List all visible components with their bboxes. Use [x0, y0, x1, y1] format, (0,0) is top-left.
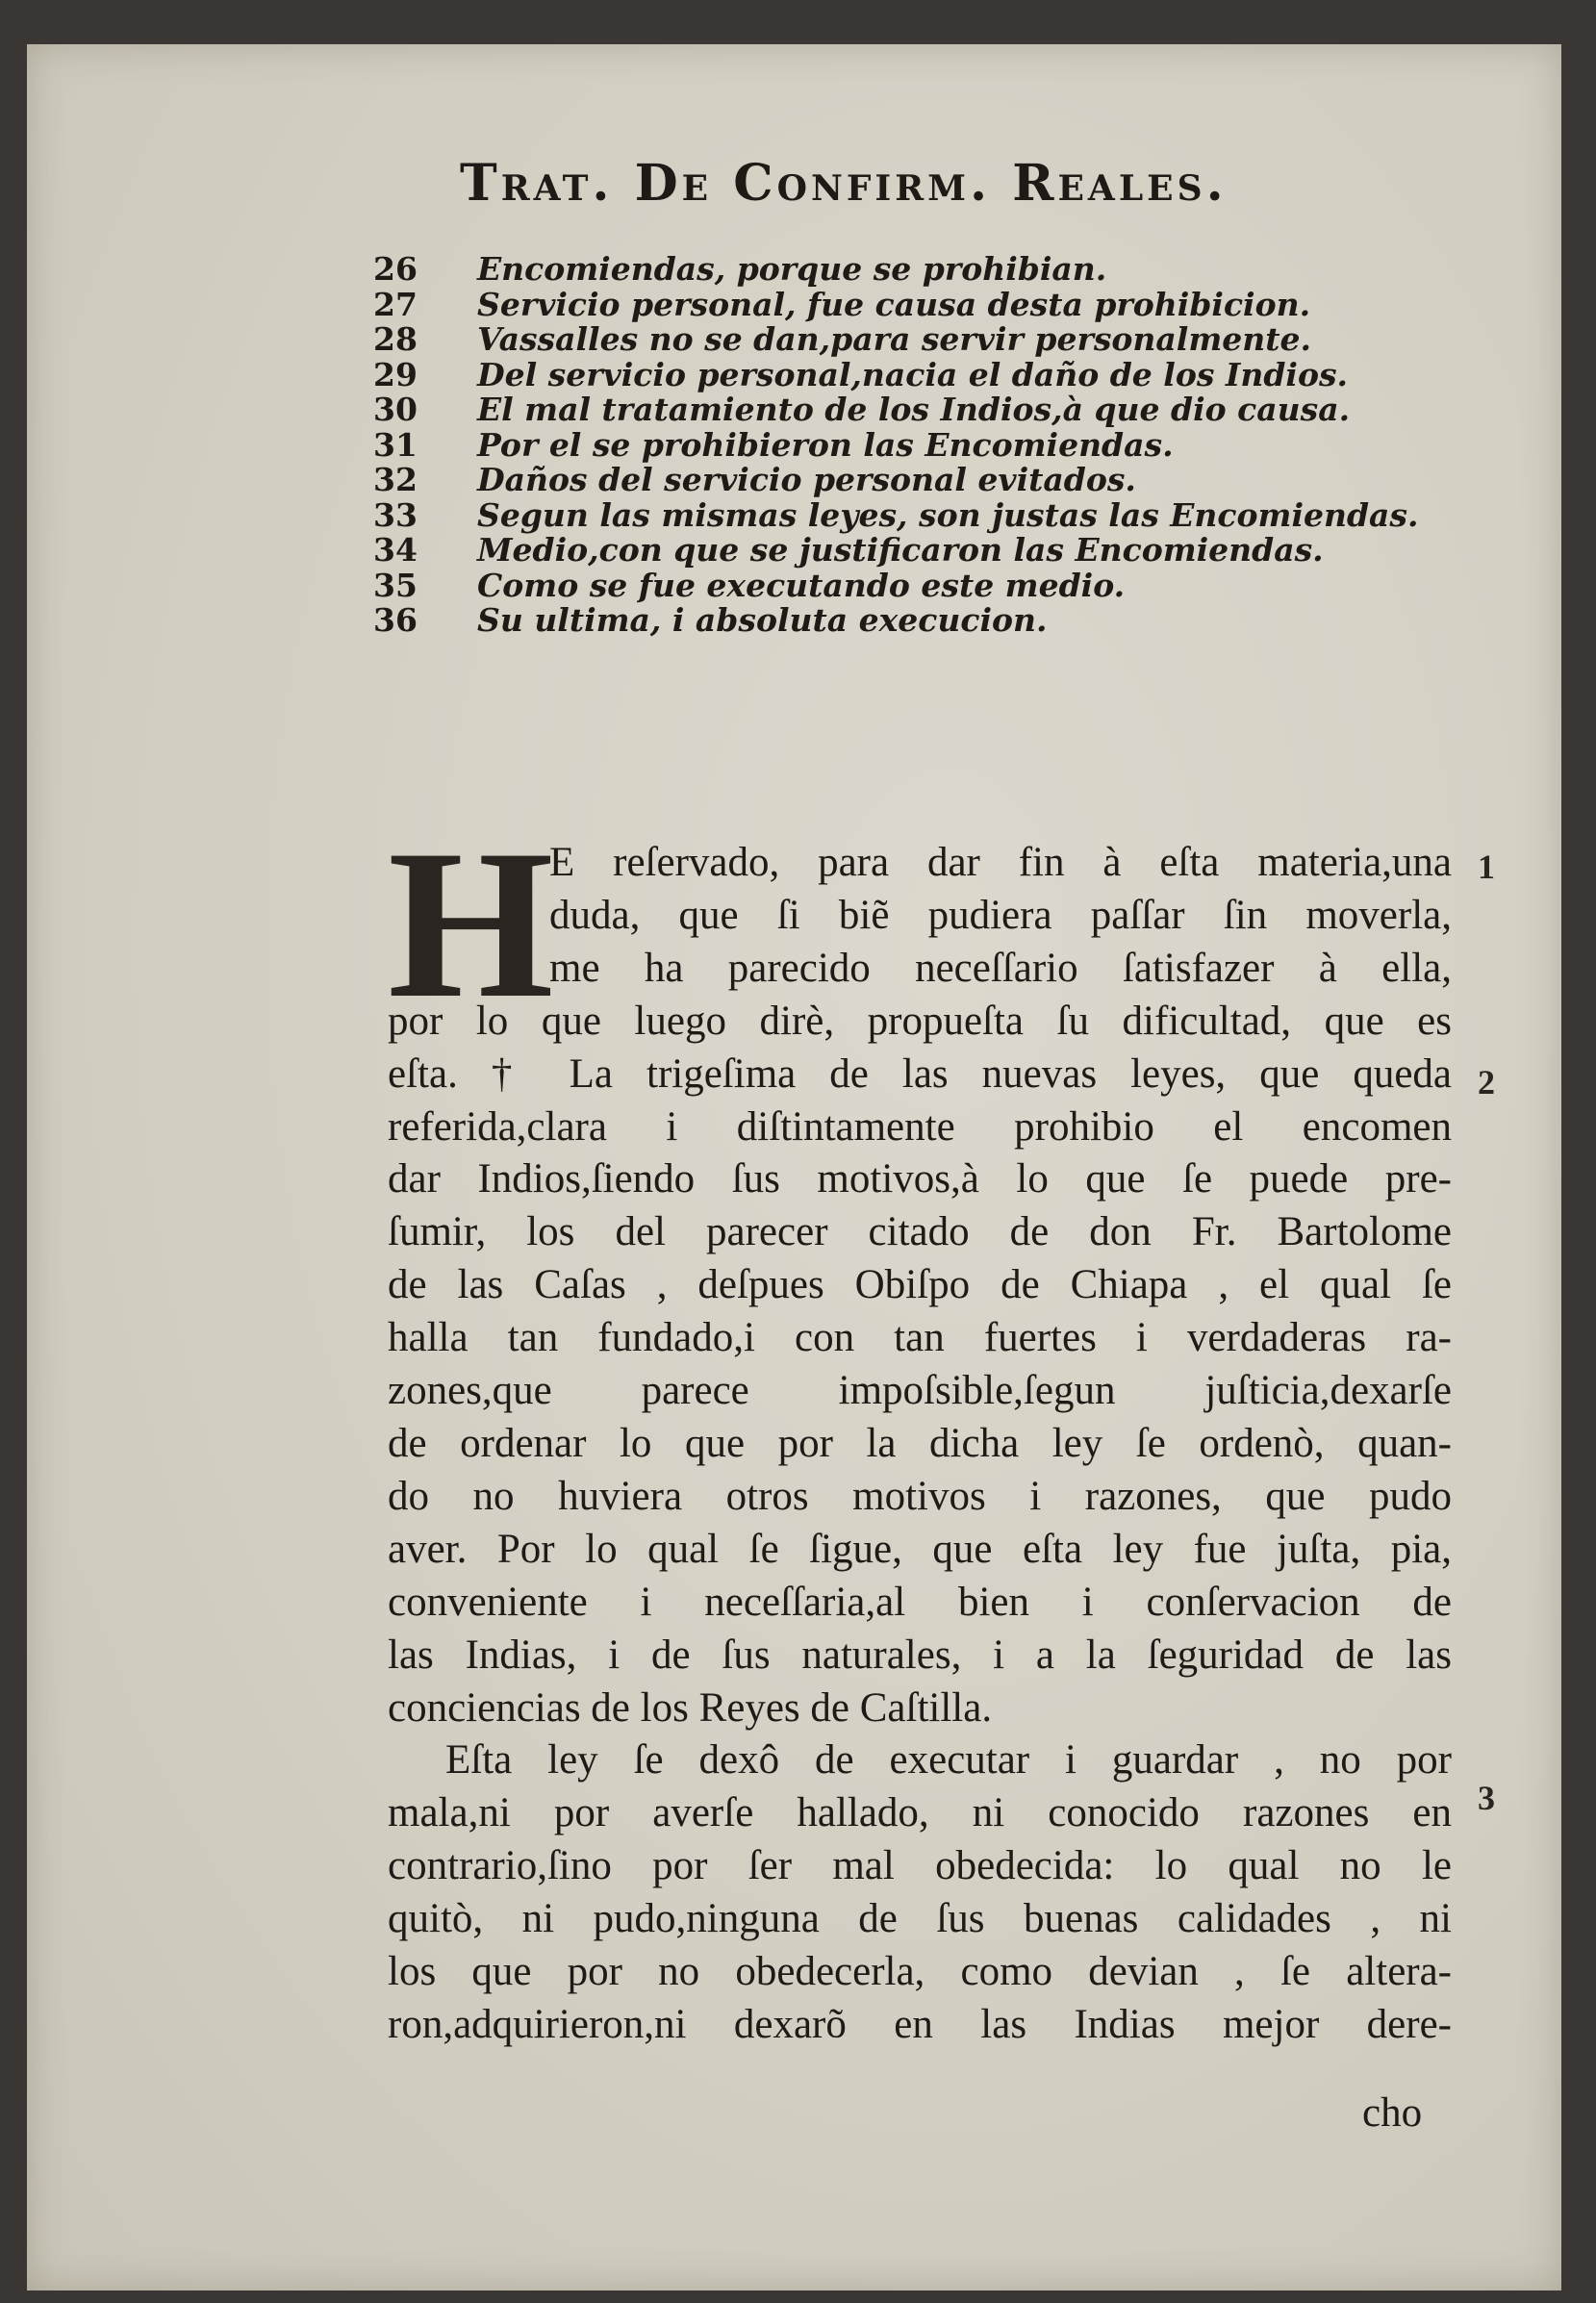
- contents-entry: [373, 322, 1489, 358]
- entry-number: 30: [373, 391, 418, 428]
- entry-number: 27: [373, 285, 418, 323]
- contents-entry: [373, 566, 1489, 604]
- text-line: ſumir, los del parecer citado de don Fr. Bartolome: [388, 1209, 1452, 1255]
- entry-text: Daños del servicio personal evitados.: [477, 461, 1136, 498]
- contents-entry: [373, 425, 1489, 464]
- entry-text: Segun las mismas leyes, son justas las Encomiendas.: [477, 495, 1419, 534]
- text-line: eſta. † La trigeſima de las nuevas leyes, que queda: [388, 1050, 1452, 1097]
- marginal-note: 3: [1478, 1779, 1495, 1817]
- contents-list: [373, 252, 1489, 639]
- text-line: conciencias de los Reyes de Caſtilla.: [388, 1684, 993, 1731]
- contents-entry: [373, 285, 1489, 323]
- contents-entry: [373, 355, 1489, 393]
- text-line: halla tan fundado,i con tan fuertes i verdaderas ra-: [388, 1315, 1452, 1361]
- marginal-note: 1: [1478, 848, 1495, 886]
- entry-number: 28: [373, 320, 418, 358]
- entry-number: 36: [373, 601, 418, 639]
- text-line: quitò, ni pudo,ninguna de ſus buenas calidades , ni: [388, 1896, 1452, 1942]
- entry-number: 33: [373, 495, 418, 534]
- catchword: cho: [1362, 2090, 1423, 2136]
- text-line: de las Caſas , deſpues Obiſpo de Chiapa , el qual ſe: [388, 1262, 1452, 1308]
- entry-text: Encomiendas, porque se prohibian.: [477, 250, 1107, 288]
- entry-text: Medio,con que se justificaron las Encomiendas.: [477, 531, 1324, 569]
- entry-text: Por el se prohibieron las Encomiendas.: [477, 425, 1174, 464]
- text-line: por lo que luego dirè, propueſta ſu dificultad, que es: [388, 998, 1452, 1044]
- entry-text: Servicio personal, fue causa desta prohibicion.: [477, 285, 1311, 323]
- text-line: aver. Por lo qual ſe ſigue, que eſta ley fue juſta, pia,: [388, 1526, 1452, 1572]
- entry-number: 34: [373, 531, 418, 569]
- entry-number: 26: [373, 250, 418, 288]
- entry-number: 35: [373, 566, 418, 604]
- paragraph: [388, 806, 1452, 1734]
- entry-number: 32: [373, 461, 418, 498]
- contents-entry: [373, 603, 1489, 639]
- text-line: las Indias, i de ſus naturales, i a la ſeguridad de las: [388, 1632, 1452, 1678]
- text-line: mala,ni por averſe hallado, ni conocido razones en: [388, 1790, 1452, 1836]
- contents-entry: [373, 252, 1489, 288]
- body-text: [388, 806, 1452, 2052]
- text-line: contrario,ſino por ſer mal obedecida: lo qual no le: [388, 1843, 1452, 1889]
- contents-entry: [373, 495, 1489, 534]
- entry-number: 29: [373, 355, 418, 393]
- entry-number: 31: [373, 425, 418, 464]
- text-line: conveniente i neceſſaria,al bien i conſervacion de: [388, 1579, 1452, 1625]
- text-line: los que por no obedecerla, como devian , ſe altera-: [388, 1949, 1452, 1995]
- text-line: me ha parecido neceſſario ſatisfazer à ella,: [549, 945, 1452, 991]
- contents-entry: [373, 392, 1489, 428]
- text-line: do no huviera otros motivos i razones, que pudo: [388, 1473, 1452, 1519]
- text-line: referida,clara i diſtintamente prohibio el encomen: [388, 1103, 1452, 1150]
- paragraph: [388, 1734, 1452, 2051]
- marginal-note: 2: [1478, 1063, 1495, 1101]
- text-line: de ordenar lo que por la dicha ley ſe ordenò, quan-: [388, 1420, 1452, 1466]
- entry-text: Del servicio personal,nacia el daño de los Indios.: [477, 355, 1349, 393]
- text-line: Eſta ley ſe dexô de executar i guardar , no por: [445, 1737, 1452, 1784]
- drop-cap: H: [388, 806, 554, 1043]
- text-line: E reſervado, para dar fin à eſta materia,una: [549, 840, 1452, 885]
- entry-text: Su ultima, i absoluta execucion.: [477, 601, 1048, 639]
- text-line: zones,que parece impoſsible,ſegun juſticia,dexarſe: [388, 1368, 1452, 1414]
- contents-entry: [373, 533, 1489, 569]
- entry-text: Como se fue executando este medio.: [477, 566, 1126, 604]
- running-head: Trat. De Confirm. Reales.: [460, 154, 1228, 213]
- text-line: dar Indios,ſiendo ſus motivos,à lo que ſe puede pre-: [388, 1156, 1452, 1202]
- text-line: ron,adquirieron,ni dexarõ en las Indias mejor dere-: [388, 2001, 1452, 2047]
- entry-text: El mal tratamiento de los Indios,à que dio causa.: [477, 391, 1351, 428]
- entry-text: Vassalles no se dan,para servir personalmente.: [477, 320, 1311, 358]
- text-line: duda, que ſi biẽ pudiera paſſar ſin moverla,: [549, 892, 1452, 938]
- contents-entry: [373, 463, 1489, 498]
